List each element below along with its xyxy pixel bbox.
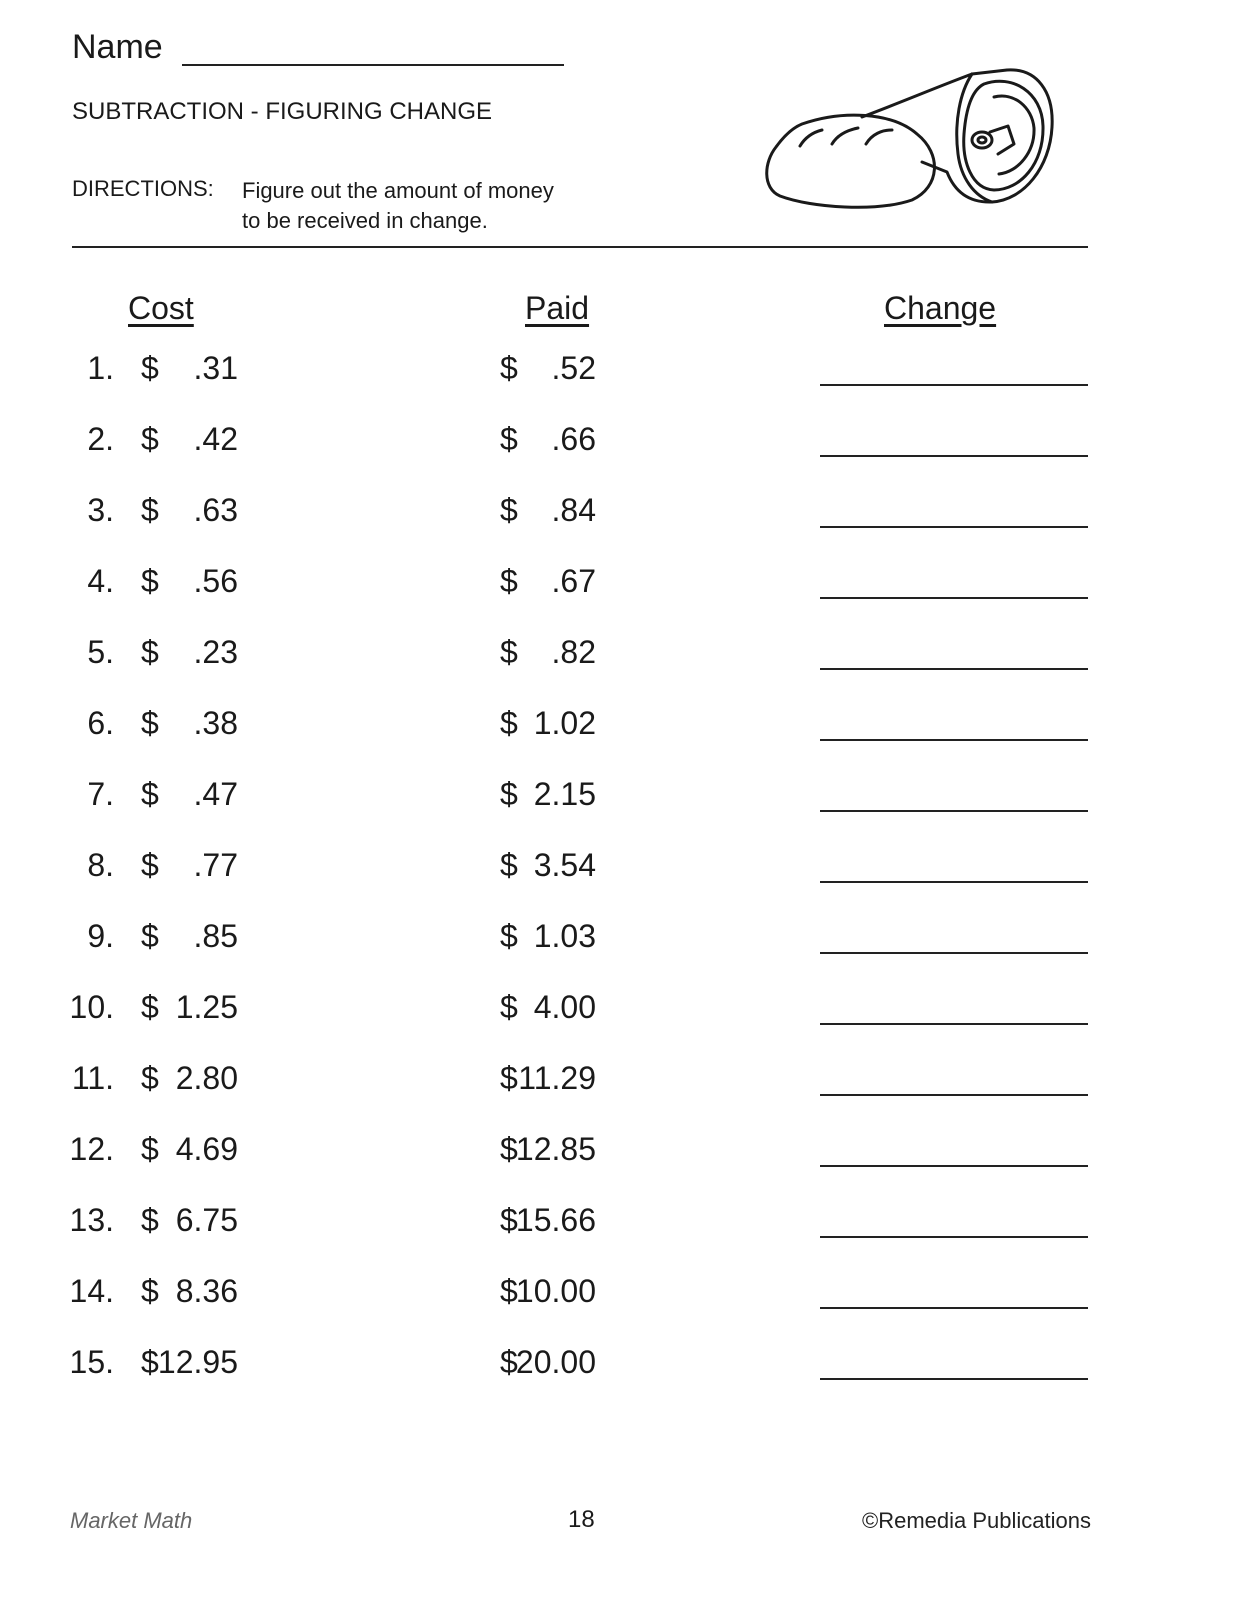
problem-row	[0, 336, 1236, 407]
problem-row	[0, 1117, 1236, 1188]
directions-line-2: to be received in change.	[242, 208, 488, 233]
problem-number: 6.	[87, 705, 114, 741]
cost-value: 12.95	[157, 1344, 238, 1380]
footer-book-title: Market Math	[70, 1508, 193, 1533]
problem-number: 14.	[69, 1273, 114, 1309]
cost-dollar-sign: $	[141, 989, 159, 1025]
cost-value: 4.69	[175, 1131, 238, 1167]
paid-dollar-sign: $	[500, 847, 518, 883]
change-answer-line[interactable]	[820, 384, 1088, 386]
change-answer-line[interactable]	[820, 952, 1088, 954]
column-header-paid: Paid	[525, 290, 590, 326]
name-label: Name	[72, 28, 163, 66]
problem-row	[0, 1330, 1236, 1401]
cost-dollar-sign: $	[141, 705, 159, 741]
paid-value: 3.54	[533, 847, 596, 883]
problem-number: 5.	[87, 634, 114, 670]
paid-dollar-sign: $	[500, 1131, 518, 1167]
problem-row	[0, 1259, 1236, 1330]
directions-label: DIRECTIONS:	[72, 176, 214, 201]
cost-value: .38	[193, 705, 238, 741]
cost-dollar-sign: $	[141, 1131, 159, 1167]
footer-copyright: ©Remedia Publications	[862, 1508, 1091, 1533]
paid-dollar-sign: $	[500, 1202, 518, 1238]
cost-dollar-sign: $	[141, 776, 159, 812]
paid-value: 1.02	[533, 705, 596, 741]
cost-dollar-sign: $	[141, 634, 159, 670]
problem-row	[0, 762, 1236, 833]
paid-dollar-sign: $	[500, 1273, 518, 1309]
cost-dollar-sign: $	[141, 1273, 159, 1309]
cost-dollar-sign: $	[141, 492, 159, 528]
problem-number: 10.	[69, 989, 114, 1025]
cost-value: .31	[193, 350, 238, 386]
paid-dollar-sign: $	[500, 350, 518, 386]
problem-row	[0, 1188, 1236, 1259]
problem-number: 9.	[87, 918, 114, 954]
paid-dollar-sign: $	[500, 776, 518, 812]
paid-dollar-sign: $	[500, 492, 518, 528]
problem-row	[0, 691, 1236, 762]
cost-dollar-sign: $	[141, 847, 159, 883]
paid-value: .82	[551, 634, 596, 670]
change-answer-line[interactable]	[820, 1307, 1088, 1309]
paid-dollar-sign: $	[500, 918, 518, 954]
problem-row	[0, 549, 1236, 620]
change-answer-line[interactable]	[820, 1378, 1088, 1380]
paid-value: .67	[551, 563, 596, 599]
change-answer-line[interactable]	[820, 1236, 1088, 1238]
paid-value: 15.66	[515, 1202, 596, 1238]
change-answer-line[interactable]	[820, 881, 1088, 883]
problem-number: 13.	[69, 1202, 114, 1238]
change-answer-line[interactable]	[820, 526, 1088, 528]
problem-number: 1.	[87, 350, 114, 386]
change-answer-line[interactable]	[820, 739, 1088, 741]
cost-value: .63	[193, 492, 238, 528]
paid-value: 12.85	[515, 1131, 596, 1167]
paid-value: .52	[551, 350, 596, 386]
problem-row	[0, 407, 1236, 478]
problem-number: 3.	[87, 492, 114, 528]
cost-dollar-sign: $	[141, 918, 159, 954]
cost-dollar-sign: $	[141, 421, 159, 457]
worksheet-title: SUBTRACTION - FIGURING CHANGE	[72, 98, 493, 125]
name-blank-line[interactable]	[182, 64, 564, 66]
directions-line-1: Figure out the amount of money	[242, 178, 554, 203]
change-answer-line[interactable]	[820, 1023, 1088, 1025]
paid-dollar-sign: $	[500, 563, 518, 599]
problem-row	[0, 1046, 1236, 1117]
paid-dollar-sign: $	[500, 989, 518, 1025]
problem-number: 12.	[69, 1131, 114, 1167]
problem-row	[0, 620, 1236, 691]
paid-value: 4.00	[533, 989, 596, 1025]
paid-value: 11.29	[518, 1060, 596, 1096]
paid-value: 1.03	[533, 918, 596, 954]
cost-dollar-sign: $	[141, 1060, 159, 1096]
problem-number: 7.	[87, 776, 114, 812]
cost-value: .56	[193, 563, 238, 599]
cost-value: 2.80	[175, 1060, 238, 1096]
paid-dollar-sign: $	[500, 1060, 518, 1096]
problem-row	[0, 904, 1236, 975]
bread-and-ham-icon	[762, 62, 1062, 212]
cost-value: .85	[193, 918, 238, 954]
problem-row	[0, 833, 1236, 904]
paid-value: .66	[551, 421, 596, 457]
change-answer-line[interactable]	[820, 455, 1088, 457]
change-answer-line[interactable]	[820, 1165, 1088, 1167]
paid-dollar-sign: $	[500, 1344, 518, 1380]
header-divider	[72, 246, 1088, 248]
paid-dollar-sign: $	[500, 634, 518, 670]
problem-number: 15.	[69, 1344, 114, 1380]
page-number: 18	[568, 1506, 595, 1533]
problem-number: 4.	[87, 563, 114, 599]
cost-value: .77	[193, 847, 238, 883]
cost-dollar-sign: $	[141, 563, 159, 599]
cost-value: 8.36	[175, 1273, 238, 1309]
change-answer-line[interactable]	[820, 668, 1088, 670]
change-answer-line[interactable]	[820, 810, 1088, 812]
cost-dollar-sign: $	[141, 1344, 159, 1380]
problem-number: 11.	[71, 1060, 114, 1096]
paid-value: .84	[551, 492, 596, 528]
cost-value: 6.75	[175, 1202, 238, 1238]
paid-dollar-sign: $	[500, 421, 518, 457]
problem-row	[0, 975, 1236, 1046]
cost-dollar-sign: $	[141, 1202, 159, 1238]
paid-value: 20.00	[515, 1344, 596, 1380]
column-header-change: Change	[884, 290, 997, 326]
cost-value: .23	[193, 634, 238, 670]
cost-value: .47	[193, 776, 238, 812]
cost-value: 1.25	[175, 989, 238, 1025]
cost-value: .42	[193, 421, 238, 457]
cost-dollar-sign: $	[141, 350, 159, 386]
directions-text	[242, 176, 554, 236]
change-answer-line[interactable]	[820, 597, 1088, 599]
column-header-cost: Cost	[128, 290, 194, 326]
problem-number: 8.	[87, 847, 114, 883]
paid-dollar-sign: $	[500, 705, 518, 741]
problem-number: 2.	[87, 421, 114, 457]
paid-value: 2.15	[533, 776, 596, 812]
change-answer-line[interactable]	[820, 1094, 1088, 1096]
problem-row	[0, 478, 1236, 549]
paid-value: 10.00	[515, 1273, 596, 1309]
